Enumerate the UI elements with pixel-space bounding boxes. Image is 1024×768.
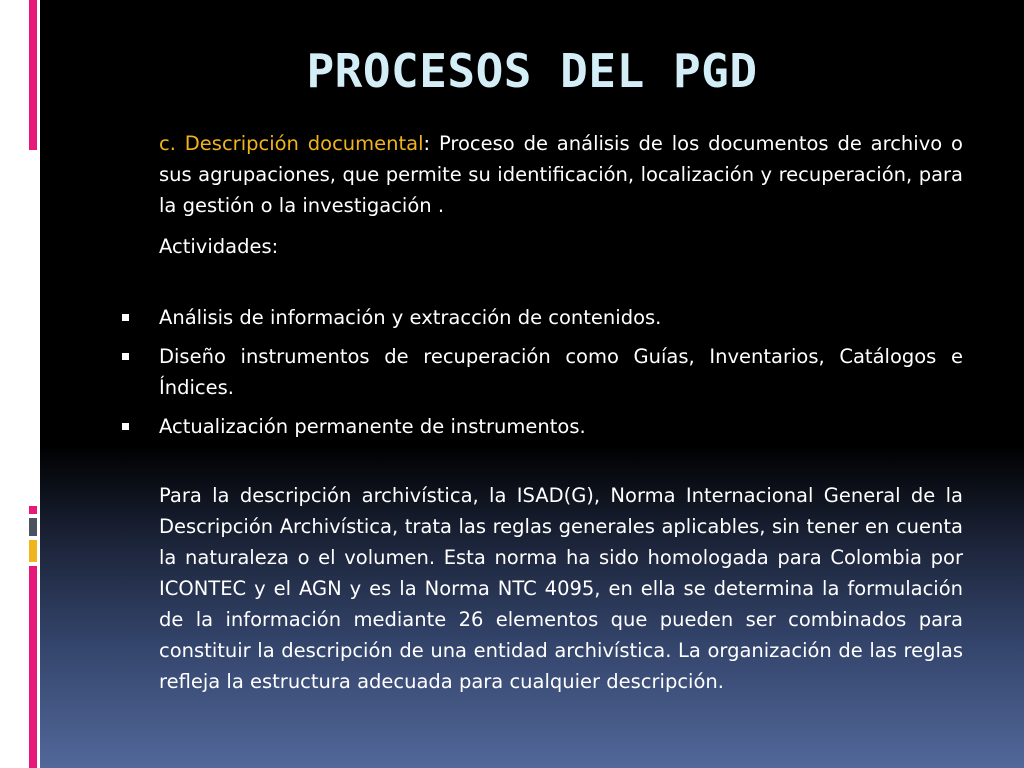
activities-list: [159, 302, 963, 442]
bullet-text: Análisis de información y extracción de contenidos.: [159, 306, 662, 329]
square-bullet-icon: [122, 314, 129, 321]
intro-text: : Proceso de análisis de los documentos de archivo o sus agrupaciones, que permite su identificación, localización y recuperación, para la gestión o la investigación .: [159, 132, 963, 217]
accent-bar-orange: [29, 540, 37, 562]
bullet-text: Actualización permanente de instrumentos.: [159, 415, 586, 438]
accent-bar-gray: [29, 518, 37, 536]
accent-bar-magenta-bottom: [29, 566, 37, 768]
activities-heading: Actividades:: [159, 235, 279, 258]
accent-bar-magenta-mid: [29, 506, 37, 514]
list-item: [159, 341, 963, 403]
slide-content: [159, 128, 963, 697]
list-item: [159, 411, 963, 442]
accent-bar-magenta-top: [29, 0, 37, 150]
list-item: [159, 302, 963, 333]
slide-title: PROCESOS DEL PGD: [306, 44, 758, 98]
left-accent-strip: [0, 0, 40, 768]
bullet-text: Diseño instrumentos de recuperación como Guías, Inventarios, Catálogos e Índices.: [159, 345, 963, 399]
closing-paragraph: Para la descripción archivística, la ISAD(G), Norma Internacional General de la Descripción Archivística, trata las reglas generales aplicables, sin tener en cuenta la naturaleza o el volumen. Esta norma ha sido homologada para Colombia por ICONTEC y el AGN y es la Norma NTC 4095, en ella se determina la formulación de la información mediante 26 elementos que pueden ser combinados para constituir la descripción de una entidad archivística. La organización de las reglas refleja la estructura adecuada para cualquier descripción.: [159, 484, 963, 693]
intro-paragraph: [159, 128, 963, 221]
square-bullet-icon: [122, 353, 129, 360]
intro-label: c. Descripción documental: [159, 132, 424, 155]
square-bullet-icon: [122, 423, 129, 430]
